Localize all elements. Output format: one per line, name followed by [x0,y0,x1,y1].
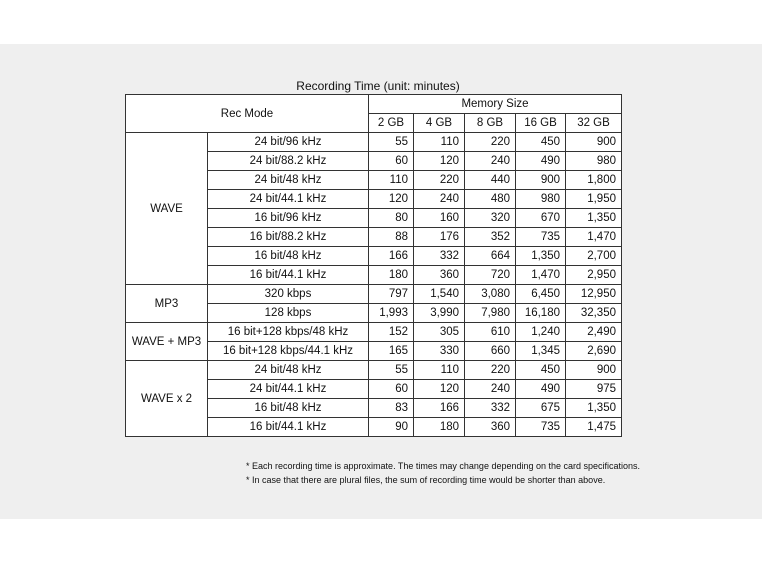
recording-time-cell: 165 [369,342,414,361]
rec-mode-cell: 16 bit+128 kbps/48 kHz [208,323,369,342]
table-row [126,133,622,152]
recording-time-cell: 1,800 [566,171,622,190]
recording-time-cell: 735 [516,418,566,437]
recording-time-cell: 797 [369,285,414,304]
rec-mode-cell: 16 bit/48 kHz [208,399,369,418]
recording-time-cell: 720 [465,266,516,285]
footnote: * Each recording time is approximate. The times may change depending on the card specifications. [246,461,641,471]
rec-mode-cell: 16 bit/96 kHz [208,209,369,228]
rec-mode-cell: 24 bit/48 kHz [208,171,369,190]
footnote: * In case that there are plural files, the sum of recording time would be shorter than above. [246,475,606,485]
recording-time-cell: 352 [465,228,516,247]
recording-time-cell: 1,470 [516,266,566,285]
recording-time-cell: 320 [465,209,516,228]
recording-time-cell: 1,475 [566,418,622,437]
rec-mode-cell: 16 bit/88.2 kHz [208,228,369,247]
rec-mode-cell: 24 bit/88.2 kHz [208,152,369,171]
recording-time-cell: 120 [414,152,465,171]
recording-time-cell: 305 [414,323,465,342]
recording-time-cell: 2,700 [566,247,622,266]
rec-mode-cell: 16 bit/48 kHz [208,247,369,266]
rec-mode-cell: 24 bit/44.1 kHz [208,190,369,209]
recording-time-cell: 7,980 [465,304,516,323]
recording-time-cell: 980 [516,190,566,209]
recording-time-cell: 332 [414,247,465,266]
recording-time-cell: 900 [566,361,622,380]
recording-time-cell: 240 [465,380,516,399]
recording-time-cell: 32,350 [566,304,622,323]
recording-time-cell: 12,950 [566,285,622,304]
recording-time-cell: 60 [369,380,414,399]
recording-time-cell: 360 [414,266,465,285]
header-row-1 [126,95,622,114]
recording-time-cell: 330 [414,342,465,361]
recording-time-cell: 240 [465,152,516,171]
recording-time-cell: 220 [414,171,465,190]
recording-time-cell: 16,180 [516,304,566,323]
rec-mode-cell: 16 bit+128 kbps/44.1 kHz [208,342,369,361]
recording-time-cell: 440 [465,171,516,190]
capacity-header: 2 GB [369,114,414,133]
recording-time-cell: 1,950 [566,190,622,209]
recording-time-cell: 900 [566,133,622,152]
recording-time-cell: 160 [414,209,465,228]
recording-time-cell: 90 [369,418,414,437]
recording-time-cell: 1,350 [566,399,622,418]
rec-mode-cell: 128 kbps [208,304,369,323]
recording-time-cell: 1,993 [369,304,414,323]
rec-mode-cell: 24 bit/96 kHz [208,133,369,152]
recording-time-cell: 220 [465,133,516,152]
recording-time-cell: 152 [369,323,414,342]
recording-time-cell: 110 [414,361,465,380]
recording-time-cell: 110 [414,133,465,152]
recording-time-cell: 975 [566,380,622,399]
recording-time-cell: 1,540 [414,285,465,304]
recording-time-cell: 55 [369,361,414,380]
recording-time-table [125,94,622,437]
recording-time-cell: 176 [414,228,465,247]
recording-time-cell: 735 [516,228,566,247]
recording-time-cell: 120 [369,190,414,209]
recording-time-cell: 180 [414,418,465,437]
recording-time-cell: 360 [465,418,516,437]
rec-mode-cell: 16 bit/44.1 kHz [208,418,369,437]
recording-time-cell: 2,690 [566,342,622,361]
recording-time-cell: 166 [369,247,414,266]
recording-time-cell: 1,350 [566,209,622,228]
footnotes [246,459,640,487]
recording-time-cell: 332 [465,399,516,418]
recording-time-cell: 900 [516,171,566,190]
recording-time-cell: 6,450 [516,285,566,304]
recording-time-cell: 120 [414,380,465,399]
table-row [126,361,622,380]
group-label: MP3 [126,285,208,323]
recording-time-cell: 1,240 [516,323,566,342]
recording-time-cell: 80 [369,209,414,228]
rec-mode-cell: 16 bit/44.1 kHz [208,266,369,285]
recording-time-cell: 88 [369,228,414,247]
rec-mode-header: Rec Mode [126,95,369,133]
table-row [126,285,622,304]
capacity-header: 4 GB [414,114,465,133]
rec-mode-cell: 320 kbps [208,285,369,304]
group-label: WAVE [126,133,208,285]
recording-time-cell: 490 [516,380,566,399]
recording-time-cell: 240 [414,190,465,209]
recording-time-cell: 480 [465,190,516,209]
recording-time-cell: 450 [516,133,566,152]
rec-mode-cell: 24 bit/44.1 kHz [208,380,369,399]
capacity-header: 16 GB [516,114,566,133]
recording-time-cell: 3,080 [465,285,516,304]
recording-time-cell: 1,345 [516,342,566,361]
recording-time-cell: 664 [465,247,516,266]
recording-time-cell: 110 [369,171,414,190]
recording-time-cell: 490 [516,152,566,171]
recording-time-cell: 675 [516,399,566,418]
recording-time-cell: 1,470 [566,228,622,247]
recording-time-cell: 3,990 [414,304,465,323]
table-caption: Recording Time (unit: minutes) [296,79,460,93]
recording-time-cell: 180 [369,266,414,285]
recording-time-cell: 2,490 [566,323,622,342]
recording-time-cell: 980 [566,152,622,171]
recording-time-cell: 450 [516,361,566,380]
recording-time-cell: 60 [369,152,414,171]
recording-time-cell: 55 [369,133,414,152]
recording-time-cell: 660 [465,342,516,361]
table-row [126,323,622,342]
rec-mode-cell: 24 bit/48 kHz [208,361,369,380]
recording-time-cell: 610 [465,323,516,342]
group-label: WAVE + MP3 [126,323,208,361]
memory-size-header: Memory Size [369,95,622,114]
capacity-header: 32 GB [566,114,622,133]
recording-time-cell: 2,950 [566,266,622,285]
recording-time-cell: 220 [465,361,516,380]
recording-time-cell: 166 [414,399,465,418]
group-label: WAVE x 2 [126,361,208,437]
recording-time-cell: 1,350 [516,247,566,266]
recording-time-cell: 670 [516,209,566,228]
table-body [126,95,622,437]
recording-time-cell: 83 [369,399,414,418]
capacity-header: 8 GB [465,114,516,133]
